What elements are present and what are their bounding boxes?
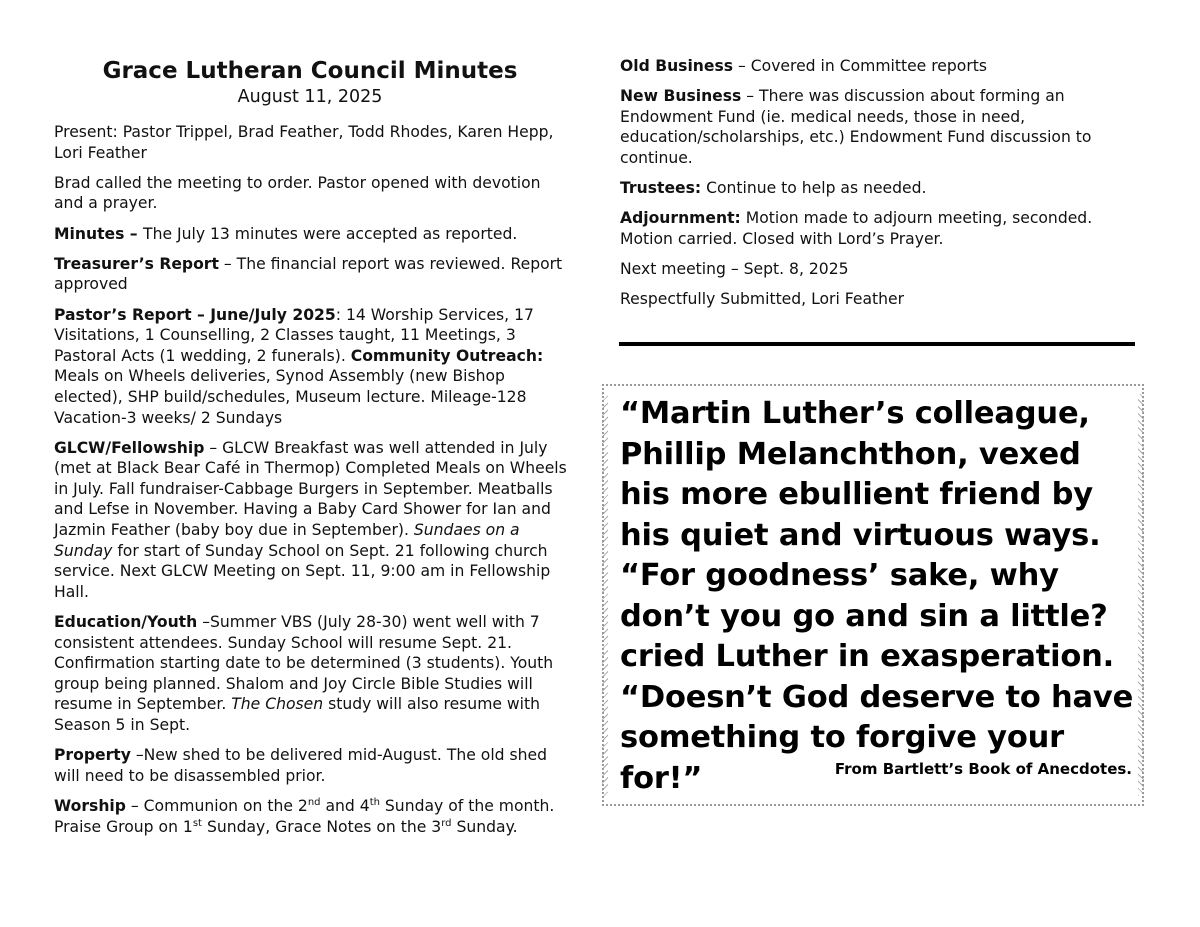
worship-text-3: Sunday of the month. Praise Group on 1: [54, 796, 555, 836]
education-paragraph: [54, 612, 574, 736]
old-business-paragraph: [620, 56, 1140, 77]
worship-text-5: Sunday.: [451, 817, 518, 836]
right-column: [620, 56, 1140, 320]
worship-sup-2: th: [369, 796, 380, 808]
treasurer-label: Treasurer’s Report: [54, 254, 219, 273]
adjournment-label: Adjournment:: [620, 209, 741, 228]
pastor-report-label: Pastor’s Report – June/July 2025: [54, 305, 336, 324]
old-business-label: Old Business: [620, 57, 734, 75]
present-paragraph: Present: Pastor Trippel, Brad Feather, Todd Rhodes, Karen Hepp, Lori Feather: [54, 123, 554, 162]
glcw-label: GLCW/Fellowship: [54, 438, 205, 457]
trustees-paragraph: [620, 178, 1140, 199]
treasurer-text: – The financial report was reviewed. Report approved: [54, 254, 563, 294]
adjournment-text: Motion made to adjourn meeting, seconded. Motion carried. Closed with Lord’s Prayer.: [620, 209, 1093, 248]
worship-sup-1: nd: [307, 796, 321, 808]
property-text: –New shed to be delivered mid-August. The old shed will need to be disassembled prior.: [54, 746, 548, 785]
meeting-date: August 11, 2025: [237, 87, 383, 107]
education-label: Education/Youth: [54, 613, 198, 632]
worship-sup-4: rd: [441, 817, 452, 829]
next-meeting-paragraph: Next meeting – Sept. 8, 2025: [620, 260, 849, 279]
adjournment-paragraph: [620, 208, 1140, 249]
worship-text-2: and 4: [320, 796, 370, 815]
left-column: [54, 56, 574, 847]
community-outreach-text: Meals on Wheels deliveries, Synod Assembly (new Bishop elected), SHP build/schedules, Museum lecture. Mileage-128 Vacation-3 weeks/ 2 Sundays: [54, 367, 527, 427]
minutes-paragraph: [54, 224, 574, 245]
education-text: –Summer VBS (July 28-30) went well with 7 consistent attendees. Sunday School will resume Sept. 21. Confirmation starting date to be determined (3 students). Youth group being planned. Shalom and Joy Circle Bible Studies will resume in September.: [54, 613, 554, 714]
glcw-italic: Sundaes on a Sunday: [54, 521, 520, 560]
glcw-paragraph: [54, 438, 574, 603]
call-to-order-paragraph: Brad called the meeting to order. Pastor opened with devotion and a prayer.: [54, 173, 541, 213]
property-label: Property: [54, 746, 131, 765]
pastor-report-paragraph: [54, 305, 574, 429]
trustees-label: Trustees:: [620, 179, 702, 198]
section-divider: [619, 342, 1135, 352]
education-italic: The Chosen: [231, 695, 324, 714]
minutes-text: The July 13 minutes were accepted as reported.: [143, 224, 518, 243]
worship-text-4: Sunday, Grace Notes on the 3: [201, 817, 442, 836]
glcw-text: – GLCW Breakfast was well attended in July (met at Black Bear Café in Thermop) Completed Meals on Wheels in July. Fall fundraiser-Cabbage Burgers in September. Meatballs and Lefse in November. Having a Baby Card Shower for Ian and Jazmin Feather (baby boy due in September).: [54, 438, 567, 540]
old-business-text: – Covered in Committee reports: [733, 57, 987, 75]
new-business-label: New Business: [620, 87, 742, 106]
submitted-paragraph: Respectfully Submitted, Lori Feather: [620, 290, 905, 309]
treasurer-paragraph: [54, 254, 574, 295]
trustees-text: Continue to help as needed.: [701, 179, 927, 198]
new-business-text: – There was discussion about forming an Endowment Fund (ie. medical needs, those in need, education/scholarships, etc.) Endowment Fund discussion to continue.: [620, 87, 1092, 167]
new-business-paragraph: [620, 86, 1140, 168]
glcw-text-2: for start of Sunday School on Sept. 21 following church service. Next GLCW Meeting on Sept. 11, 9:00 am in Fellowship Hall.: [54, 541, 551, 601]
quote-text: “Martin Luther’s colleague, Phillip Melanchthon, vexed his more ebullient friend by his quiet and virtuous ways. “For goodness’ sake, why don’t you go and sin a little? cried Luther in exasperation. “Doesn’t God deserve to have something to forgive your for!”: [620, 396, 1134, 796]
pastor-report-text: : 14 Worship Services, 17 Visitations, 1 Counselling, 2 Classes taught, 11 Meetings, 3 Pastoral Acts (1 wedding, 2 funerals).: [54, 305, 534, 365]
education-text-2: study will also resume with Season 5 in Sept.: [54, 695, 541, 734]
document-title: Grace Lutheran Council Minutes: [102, 58, 518, 84]
quote-source: From Bartlett’s Book of Anecdotes.: [834, 760, 1132, 778]
worship-label: Worship: [54, 796, 126, 815]
worship-text-1: – Communion on the 2: [125, 796, 308, 815]
worship-paragraph: [54, 796, 574, 837]
minutes-label: Minutes –: [54, 224, 144, 243]
property-paragraph: [54, 745, 574, 786]
worship-sup-3: st: [192, 817, 202, 829]
community-outreach-label: Community Outreach:: [350, 346, 544, 365]
